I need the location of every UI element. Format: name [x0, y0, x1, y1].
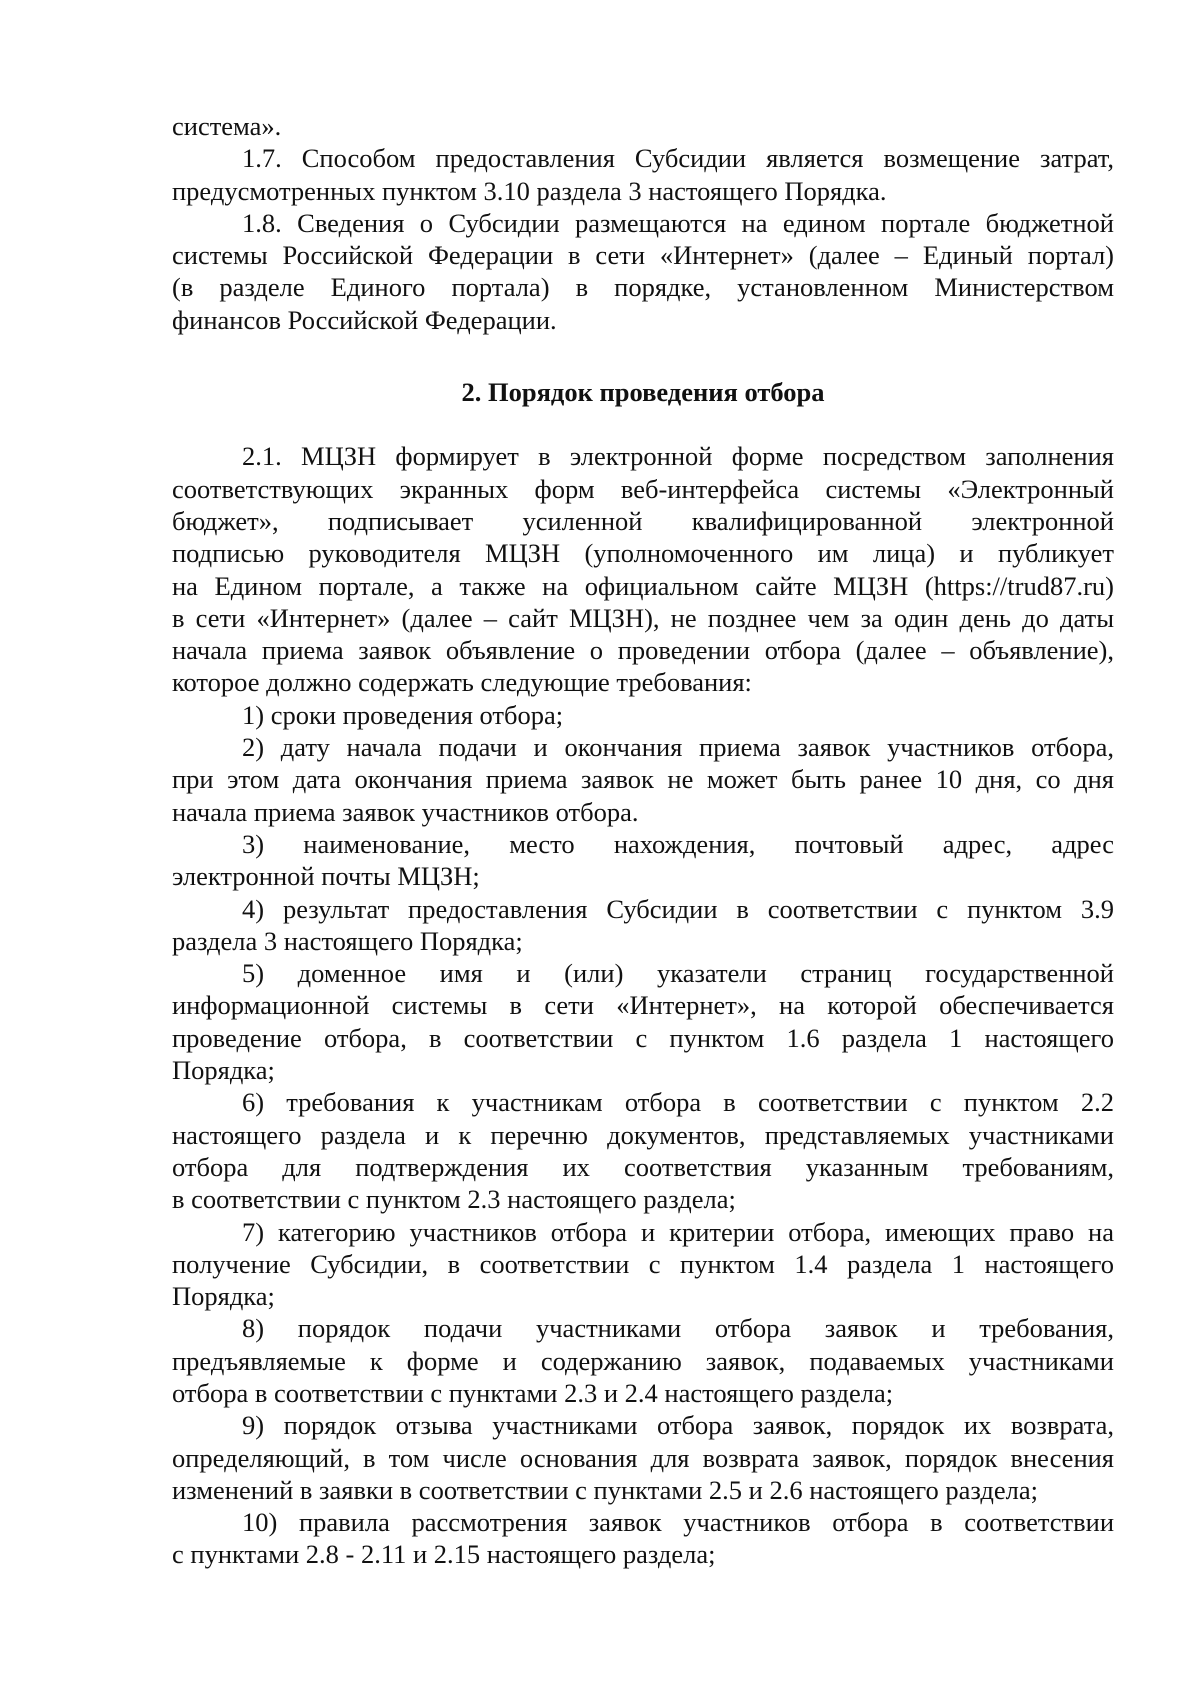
text-line: 8) порядок подачи участниками отбора заявок и требования, — [242, 1313, 1114, 1344]
text-line: на Едином портале, а также на официальном сайте МЦЗН (https://trud87.ru) — [172, 570, 1114, 601]
text-line: 1.7. Способом предоставления Субсидии является возмещение затрат, — [242, 143, 1114, 174]
text-line: отбора в соответствии с пунктами 2.3 и 2.4 настоящего раздела; — [172, 1377, 894, 1408]
paragraph-1-7 — [172, 142, 1114, 207]
list-item-8 — [172, 1312, 1114, 1409]
text-line: 2.1. МЦЗН формирует в электронной форме посредством заполнения — [242, 441, 1114, 472]
text-line: в соответствии с пунктом 2.3 настоящего раздела; — [172, 1184, 736, 1215]
text-line: Порядка; — [172, 1055, 275, 1086]
text-line: 1) сроки проведения отбора; — [242, 699, 564, 730]
list-item-10 — [172, 1506, 1114, 1571]
list-item-7 — [172, 1216, 1114, 1313]
text-line: проведение отбора, в соответствии с пунктом 1.6 раздела 1 настоящего — [172, 1022, 1114, 1053]
text-line: финансов Российской Федерации. — [172, 304, 557, 335]
section-heading: 2. Порядок проведения отбора — [461, 377, 825, 408]
text-line: раздела 3 настоящего Порядка; — [172, 925, 523, 956]
text-line: 6) требования к участникам отбора в соответствии с пунктом 2.2 — [242, 1087, 1114, 1118]
text-line: системы Российской Федерации в сети «Интернет» (далее – Единый портал) — [172, 240, 1114, 271]
paragraph-continuation — [172, 110, 1114, 142]
list-item-3 — [172, 828, 1114, 893]
text-line: предъявляемые к форме и содержанию заявок, подаваемых участниками — [172, 1345, 1114, 1376]
list-item-9 — [172, 1409, 1114, 1506]
paragraph-2-1 — [172, 440, 1114, 698]
text-line: предусмотренных пунктом 3.10 раздела 3 настоящего Порядка. — [172, 175, 887, 206]
list-item-6 — [172, 1086, 1114, 1215]
text-line: (в разделе Единого портала) в порядке, установленном Министерством — [172, 272, 1114, 303]
text-line: подписью руководителя МЦЗН (уполномоченного им лица) и публикует — [172, 538, 1114, 569]
text-line: соответствующих экранных форм веб-интерфейса системы «Электронный — [172, 473, 1114, 504]
text-line: система». — [172, 111, 282, 141]
text-line: с пунктами 2.8 - 2.11 и 2.15 настоящего раздела; — [172, 1539, 716, 1570]
text-line: начала приема заявок объявление о проведении отбора (далее – объявление), — [172, 635, 1114, 666]
text-line: определяющий, в том числе основания для возврата заявок, порядок внесения — [172, 1442, 1114, 1473]
text-line: при этом дата окончания приема заявок не может быть ранее 10 дня, со дня — [172, 764, 1114, 795]
document-body — [172, 110, 1114, 1571]
text-line: настоящего раздела и к перечню документов, представляемых участниками — [172, 1119, 1114, 1150]
paragraph-1-8 — [172, 207, 1114, 336]
text-line: 4) результат предоставления Субсидии в соответствии с пунктом 3.9 — [242, 893, 1114, 924]
text-line: 3) наименование, место нахождения, почтовый адрес, адрес — [242, 828, 1114, 859]
list-item-2 — [172, 731, 1114, 828]
text-line: 1.8. Сведения о Субсидии размещаются на едином портале бюджетной — [242, 207, 1114, 238]
text-line: изменений в заявки в соответствии с пунктами 2.5 и 2.6 настоящего раздела; — [172, 1474, 1038, 1505]
text-line: получение Субсидии, в соответствии с пунктом 1.4 раздела 1 настоящего — [172, 1248, 1114, 1279]
text-line: начала приема заявок участников отбора. — [172, 796, 639, 827]
text-line: электронной почты МЦЗН; — [172, 861, 480, 892]
text-line: 9) порядок отзыва участниками отбора заявок, порядок их возврата, — [242, 1410, 1114, 1441]
list-item-4 — [172, 893, 1114, 958]
list-item-1 — [172, 699, 1114, 731]
text-line: Порядка; — [172, 1281, 275, 1312]
text-line: которое должно содержать следующие требования: — [172, 667, 752, 698]
text-line: 7) категорию участников отбора и критерии отбора, имеющих право на — [242, 1216, 1114, 1247]
text-line: информационной системы в сети «Интернет», на которой обеспечивается — [172, 990, 1114, 1021]
list-item-5 — [172, 957, 1114, 1086]
text-line: 10) правила рассмотрения заявок участников отбора в соответствии — [242, 1507, 1114, 1538]
text-line: в сети «Интернет» (далее – сайт МЦЗН), не позднее чем за один день до даты — [172, 602, 1114, 633]
text-line: бюджет», подписывает усиленной квалифицированной электронной — [172, 505, 1114, 536]
text-line: 5) доменное имя и (или) указатели страниц государственной — [242, 958, 1114, 989]
text-line: 2) дату начала подачи и окончания приема заявок участников отбора, — [242, 732, 1114, 763]
text-line: отбора для подтверждения их соответствия указанным требованиям, — [172, 1151, 1114, 1182]
